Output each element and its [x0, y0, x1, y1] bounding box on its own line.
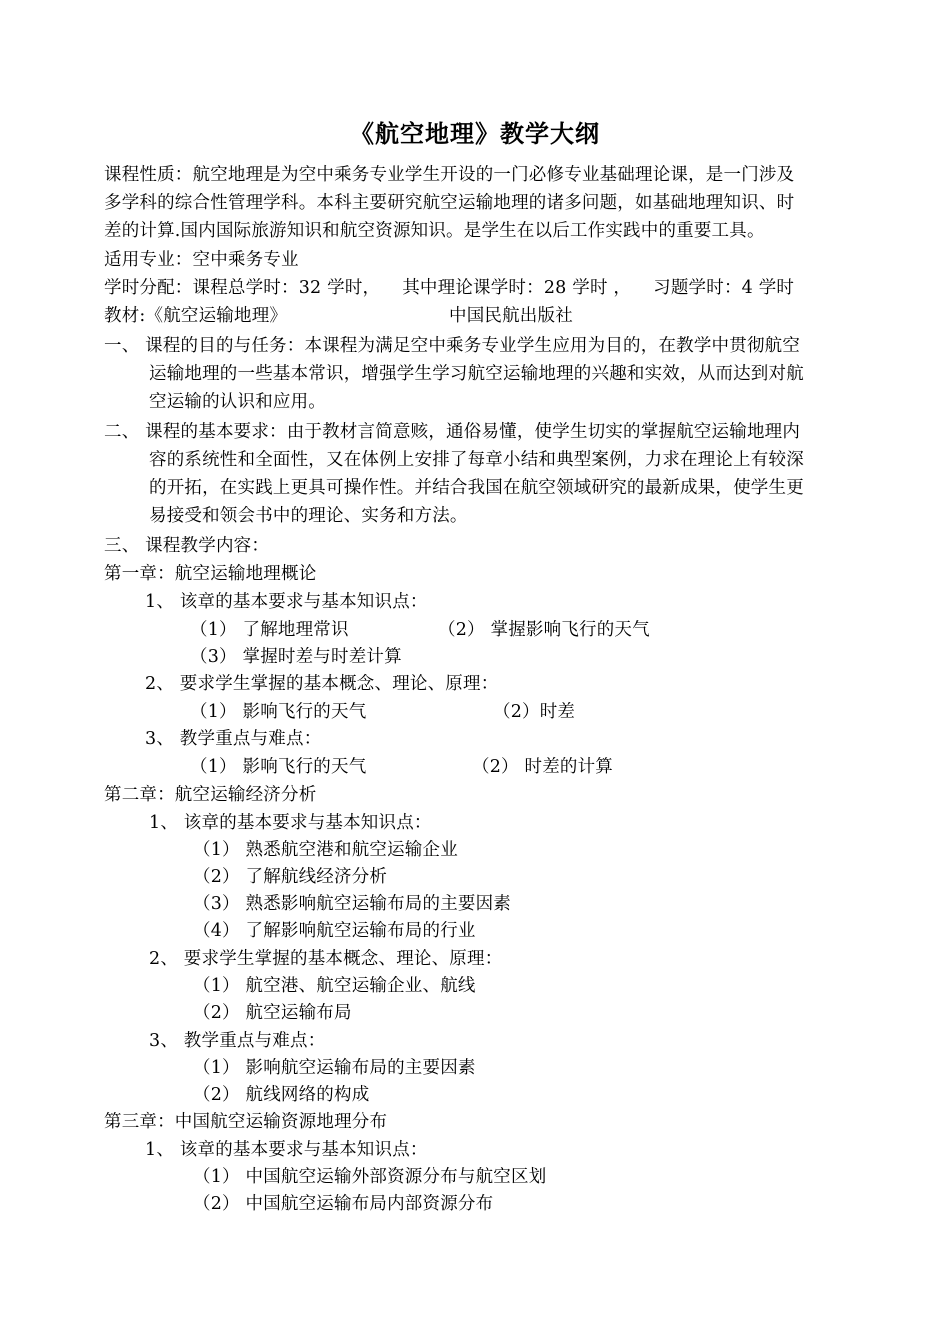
ch2-s1-item: （3） 熟悉影响航空运输布局的主要因素 [193, 894, 511, 914]
ch2-s2-item: （2） 航空运输布局 [193, 1003, 352, 1023]
ch2-s3-item: （2） 航线网络的构成 [193, 1085, 370, 1105]
chapter-2-title: 第二章：航空运输经济分析 [104, 785, 317, 805]
page-title: 《航空地理》教学大纲 [350, 120, 600, 148]
ch2-s1-item: （2） 了解航线经济分析 [193, 867, 388, 887]
section-1-line: 空运输的认识和应用。 [149, 392, 326, 412]
ch1-s1-item: （1） 了解地理常识 [190, 620, 349, 640]
chapter-3-title: 第三章：中国航空运输资源地理分布 [104, 1112, 388, 1132]
ch3-s1-item: （1） 中国航空运输外部资源分布与航空区划 [193, 1167, 547, 1187]
exercise-hours: 习题学时：4 学时 [653, 278, 795, 298]
total-hours: 学时分配：课程总学时：32 学时， [104, 278, 381, 298]
ch1-s1-item: （3） 掌握时差与时差计算 [190, 647, 402, 667]
section-2-line: 的开拓，在实践上更具可操作性。并结合我国在航空领域研究的最新成果，使学生更 [149, 478, 804, 498]
theory-hours: 其中理论课学时：28 学时 ， [402, 278, 632, 298]
course-nature-line: 多学科的综合性管理学科。本科主要研究航空运输地理的诸多问题，如基础地理知识、时 [104, 193, 795, 213]
ch1-subsection-1: 1、 该章的基本要求与基本知识点： [145, 592, 428, 612]
ch3-subsection-1: 1、 该章的基本要求与基本知识点： [145, 1140, 428, 1160]
section-2-line: 容的系统性和全面性，又在体例上安排了每章小结和典型案例，力求在理论上有较深 [149, 450, 804, 470]
ch2-s1-item: （1） 熟悉航空港和航空运输企业 [193, 840, 458, 860]
textbook-publisher: 中国民航出版社 [449, 306, 573, 326]
ch2-s1-item: （4） 了解影响航空运输布局的行业 [193, 921, 476, 941]
ch2-subsection-3: 3、 教学重点与难点： [149, 1031, 326, 1051]
ch1-subsection-2: 2、 要求学生掌握的基本概念、理论、原理： [145, 674, 499, 694]
ch1-s1-item: （2） 掌握影响飞行的天气 [438, 620, 650, 640]
course-nature-line: 差的计算.国内国际旅游知识和航空资源知识。是学生在以后工作实践中的重要工具。 [104, 221, 765, 241]
ch2-s3-item: （1） 影响航空运输布局的主要因素 [193, 1058, 476, 1078]
textbook-name: 教材:《航空运输地理》 [104, 306, 288, 326]
ch2-subsection-1: 1、 该章的基本要求与基本知识点： [149, 813, 432, 833]
ch1-s2-item: （1） 影响飞行的天气 [190, 702, 367, 722]
ch1-s2-item: （2）时差 [493, 702, 576, 722]
hour-allocation [104, 277, 794, 299]
ch1-s3-item: （2） 时差的计算 [472, 757, 613, 777]
chapter-1-title: 第一章：航空运输地理概论 [104, 564, 317, 584]
ch1-subsection-3: 3、 教学重点与难点： [145, 729, 322, 749]
ch1-s3-item: （1） 影响飞行的天气 [190, 757, 367, 777]
section-1-line: 一、 课程的目的与任务：本课程为满足空中乘务专业学生应用为目的，在教学中贯彻航空 [104, 336, 801, 356]
ch3-s1-item: （2） 中国航空运输布局内部资源分布 [193, 1194, 494, 1214]
course-nature-line: 课程性质：航空地理是为空中乘务专业学生开设的一门必修专业基础理论课，是一门涉及 [104, 165, 795, 185]
applicable-major: 适用专业：空中乘务专业 [104, 250, 299, 270]
ch2-subsection-2: 2、 要求学生掌握的基本概念、理论、原理： [149, 949, 503, 969]
section-1-line: 运输地理的一些基本常识，增强学生学习航空运输地理的兴趣和实效，从而达到对航 [149, 364, 804, 384]
section-2-line: 二、 课程的基本要求：由于教材言简意赅，通俗易懂，使学生切实的掌握航空运输地理内 [104, 422, 801, 442]
ch2-s2-item: （1） 航空港、航空运输企业、航线 [193, 976, 476, 996]
section-2-line: 易接受和领会书中的理论、实务和方法。 [149, 506, 468, 526]
section-3-heading: 三、 课程教学内容： [104, 536, 270, 556]
